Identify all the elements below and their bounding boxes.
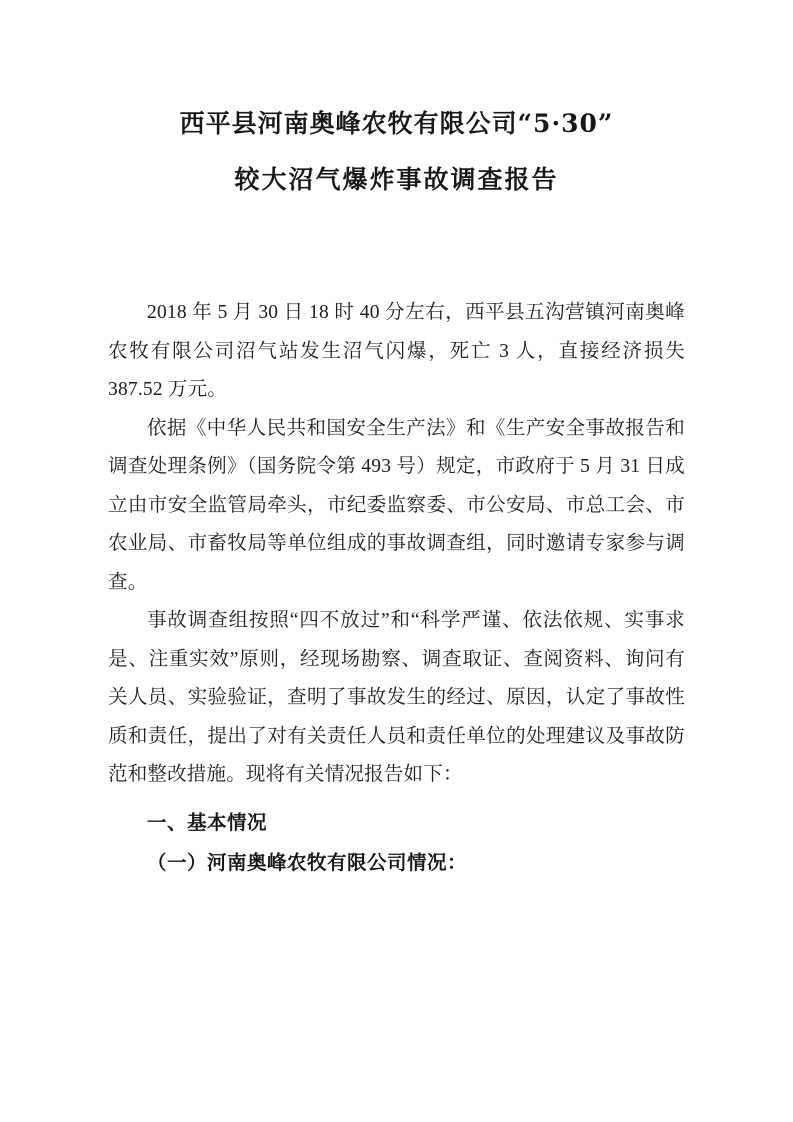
paragraph-legal-basis: 依据《中华人民共和国安全生产法》和《生产安全事故报告和调查处理条例》（国务院令第 493 号）规定，市政府于 5 月 31 日成立由市安全监管局牵头，市纪委监察委、市公安局、市总工会、市农业局、市畜牧局等单位组成的事故调查组，同时邀请专家参与调查。 xyxy=(108,417,685,593)
page-title xyxy=(108,96,685,208)
page-title-line-2: 较大沼气爆炸事故调查报告 xyxy=(234,165,559,194)
paragraph-investigation-process: 事故调查组按照“四不放过”和“科学严谨、依法依规、实事求是、注重实效”原则，经现场勘察、调查取证、查阅资料、询问有关人员、实验验证，查明了事故发生的经过、原因，认定了事故性质和责任，提出了对有关责任人员和责任单位的处理建议及事故防范和整改措施。现将有关情况报告如下： xyxy=(108,610,685,785)
document-body xyxy=(108,294,685,883)
page-title-line-1: 西平县河南奥峰农牧有限公司“5·30” xyxy=(179,109,614,138)
section-heading-basic-situation: 一、基本情况 xyxy=(147,810,268,834)
subsection-heading-company-profile: （一）河南奥峰农牧有限公司情况： xyxy=(147,850,468,874)
paragraph-incident-summary: 2018 年 5 月 30 日 18 时 40 分左右，西平县五沟营镇河南奥峰农牧有限公司沼气站发生沼气闪爆，死亡 3 人，直接经济损失 387.52 万元。 xyxy=(108,302,685,400)
